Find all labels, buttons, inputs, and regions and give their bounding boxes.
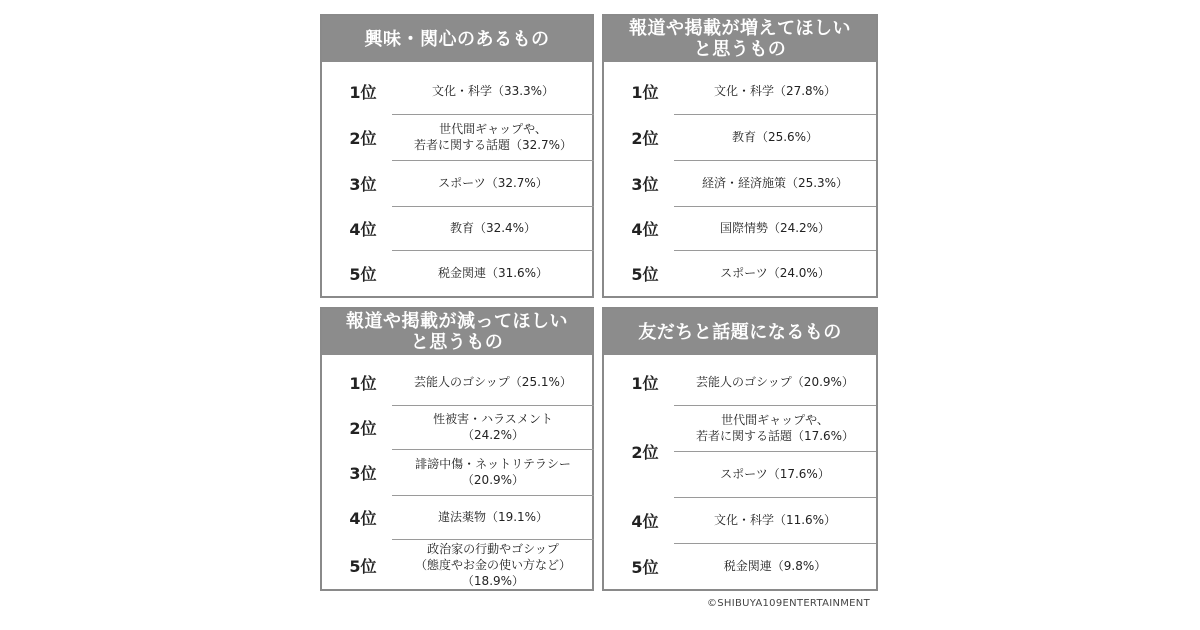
ranking-panel-interests <box>320 14 594 298</box>
rank-label: 4位 <box>631 219 659 239</box>
ranking-row <box>604 160 876 206</box>
ranking-item: 世代間ギャップや、 若者に関する話題（32.7%） <box>413 122 573 152</box>
ranking-item: 文化・科学（27.8%） <box>713 84 837 98</box>
ranking-panel-want-more-coverage <box>602 14 878 298</box>
rank-label: 3位 <box>631 174 659 194</box>
rank-label: 1位 <box>349 373 377 393</box>
rank-label: 5位 <box>631 557 659 577</box>
panel-title: 興味・関心のあるもの <box>322 16 592 62</box>
ranking-item: 世代間ギャップや、 若者に関する話題（17.6%） <box>695 413 855 443</box>
ranking-row <box>322 449 592 495</box>
ranking-row <box>322 160 592 206</box>
ranking-item: 芸能人のゴシップ（25.1%） <box>414 375 572 389</box>
ranking-row <box>604 497 876 543</box>
rank-label: 1位 <box>349 82 377 102</box>
ranking-item: 国際情勢（24.2%） <box>719 221 831 235</box>
ranking-row <box>322 250 592 296</box>
rank-label: 2位 <box>631 442 659 462</box>
ranking-row <box>322 68 592 114</box>
ranking-row <box>604 114 876 160</box>
rank-label: 4位 <box>349 219 377 239</box>
ranking-item: 芸能人のゴシップ（20.9%） <box>696 375 854 389</box>
ranking-item: 性被害・ハラスメント （24.2%） <box>433 412 553 442</box>
ranking-item: 政治家の行動やゴシップ （態度やお金の使い方など） （18.9%） <box>414 542 571 588</box>
ranking-row <box>322 206 592 250</box>
rank-label: 2位 <box>349 418 377 438</box>
ranking-row <box>604 68 876 114</box>
rank-label: 1位 <box>631 373 659 393</box>
rank-label: 2位 <box>631 128 659 148</box>
rank-label: 3位 <box>349 463 377 483</box>
rank-label: 4位 <box>349 508 377 528</box>
rank-label: 3位 <box>349 174 377 194</box>
rank-label: 2位 <box>349 128 377 148</box>
ranking-panel-topics-with-friends <box>602 307 878 591</box>
panel-title: 報道や掲載が増えてほしい と思うもの <box>604 16 876 62</box>
ranking-row <box>322 114 592 160</box>
ranking-row <box>604 543 876 589</box>
panel-title: 友だちと話題になるもの <box>604 309 876 355</box>
panel-title: 報道や掲載が減ってほしい と思うもの <box>322 309 592 355</box>
ranking-item: 文化・科学（33.3%） <box>431 84 555 98</box>
rank-label: 4位 <box>631 511 659 531</box>
ranking-row <box>322 405 592 449</box>
ranking-row <box>604 206 876 250</box>
copyright-text: ©SHIBUYA109ENTERTAINMENT <box>706 598 870 609</box>
ranking-row <box>604 359 876 405</box>
ranking-item: スポーツ（17.6%） <box>720 467 830 481</box>
ranking-row <box>322 539 592 591</box>
ranking-item: スポーツ（24.0%） <box>720 266 830 280</box>
rank-label: 5位 <box>349 556 377 576</box>
ranking-item: 税金関連（9.8%） <box>723 559 827 573</box>
rank-label: 5位 <box>631 264 659 284</box>
ranking-item: 文化・科学（11.6%） <box>713 513 837 527</box>
ranking-panel-want-less-coverage <box>320 307 594 591</box>
ranking-row <box>322 359 592 405</box>
ranking-item: 経済・経済施策（25.3%） <box>701 176 849 190</box>
rank-label: 5位 <box>349 264 377 284</box>
ranking-row <box>604 250 876 296</box>
ranking-row <box>322 495 592 539</box>
ranking-item: 教育（32.4%） <box>449 221 537 235</box>
ranking-item: 教育（25.6%） <box>731 130 819 144</box>
ranking-item: 税金関連（31.6%） <box>437 266 549 280</box>
rank-label: 1位 <box>631 82 659 102</box>
ranking-item: 誹謗中傷・ネットリテラシー （20.9%） <box>415 457 571 487</box>
ranking-item: スポーツ（32.7%） <box>438 176 548 190</box>
ranking-item: 違法薬物（19.1%） <box>437 510 549 524</box>
ranking-row-tied <box>604 405 876 497</box>
